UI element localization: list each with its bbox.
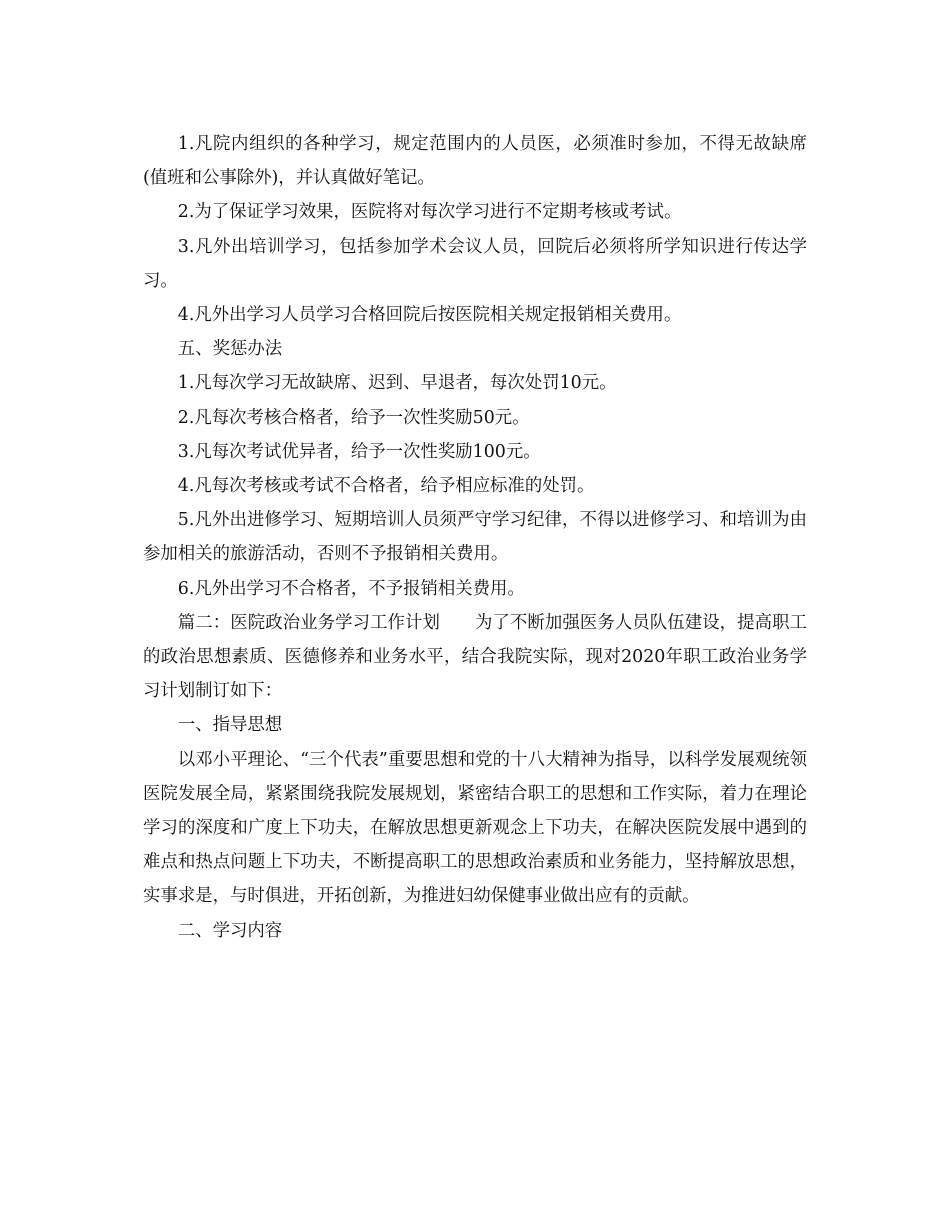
paragraph-attendance-rule: 1.凡院内组织的各种学习，规定范围内的人员医，必须准时参加，不得无故缺席(值班和公事除外)，并认真做好笔记。: [143, 134, 807, 189]
paragraph-external-training-rule: 3.凡外出培训学习，包括参加学术会议人员，回院后必须将所学知识进行传达学习。: [143, 236, 807, 291]
paragraph-part-two-intro: 篇二：医院政治业务学习工作计划 为了不断加强医务人员队伍建设，提高职工的政治思想素质、医德修养和业务水平，结合我院实际，现对2020年职工政治业务学习计划制订如下：: [143, 612, 807, 702]
paragraph-excellent-reward: 3.凡每次考试优异者，给予一次性奖励100元。: [177, 441, 541, 462]
section-heading-guiding-ideology: 一、指导思想: [177, 715, 283, 736]
document-body: [143, 127, 807, 948]
paragraph-fail-no-reimbursement: 6.凡外出学习不合格者，不予报销相关费用。: [177, 578, 525, 599]
paragraph-fail-penalty: 4.凡每次考核或考试不合格者，给予相应标准的处罚。: [177, 476, 595, 497]
paragraph-pass-reward: 2.凡每次考核合格者，给予一次性奖励50元。: [177, 407, 530, 428]
section-heading-rewards: 五、奖惩办法: [177, 339, 283, 360]
paragraph-reimbursement-rule: 4.凡外出学习人员学习合格回院后按医院相关规定报销相关费用。: [177, 305, 682, 326]
paragraph-absence-penalty: 1.凡每次学习无故缺席、迟到、早退者，每次处罚10元。: [177, 373, 617, 394]
paragraph-assessment-rule: 2.为了保证学习效果，医院将对每次学习进行不定期考核或考试。: [177, 202, 682, 223]
section-heading-study-content: 二、学习内容: [177, 920, 283, 941]
paragraph-discipline-rule: 5.凡外出进修学习、短期培训人员须严守学习纪律，不得以进修学习、和培训为由参加相关的旅游活动，否则不予报销相关费用。: [143, 510, 807, 565]
paragraph-guiding-ideology: 以邓小平理论、“三个代表”重要思想和党的十八大精神为指导，以科学发展观统领医院发展全局，紧紧围绕我院发展规划，紧密结合职工的思想和工作实际，着力在理论学习的深度和广度上下功夫，在解放思想更新观念上下功夫，在解决医院发展中遇到的难点和热点问题上下功夫，不断提高职工的思想政治素质和业务能力，坚持解放思想，实事求是，与时俱进，开拓创新，为推进妇幼保健事业做出应有的贡献。: [143, 749, 807, 907]
